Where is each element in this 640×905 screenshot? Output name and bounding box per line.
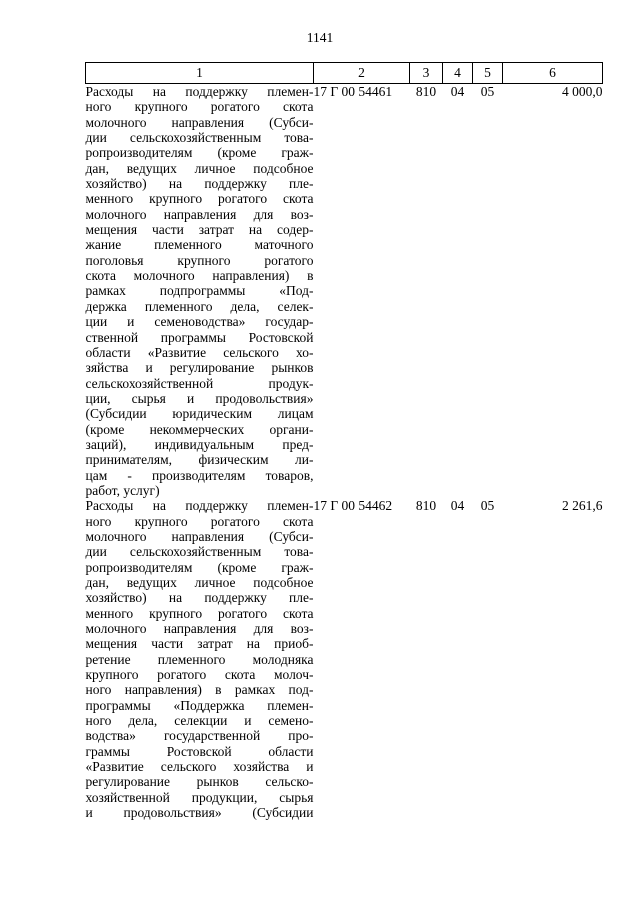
description-line: менного крупного рогатого скота: [85, 605, 314, 621]
column-header-6: 6: [503, 63, 603, 84]
description-line: водства» государственной про-: [85, 728, 314, 744]
row-col4: 04: [450, 498, 465, 514]
description-line: ции, сырья и продовольствия»: [85, 390, 314, 406]
description-line: принимателям, физическим ли-: [85, 452, 314, 468]
description-line: молочного направления (Субси-: [85, 114, 314, 130]
description-line: менного крупного рогатого скота: [85, 191, 314, 207]
row-col3: 810: [415, 84, 437, 99]
description-line: «Развитие сельского хозяйства и: [85, 759, 314, 775]
description-line: ропроизводителям (кроме граж-: [85, 145, 314, 161]
description-line: рамках подпрограммы «Под-: [85, 283, 314, 299]
description-line: программы «Поддержка племен-: [85, 697, 314, 713]
description-line: хозяйство) на поддержку пле-: [85, 590, 314, 606]
description-line: хозяйственной продукции, сырья: [85, 789, 314, 805]
description-line: Расходы на поддержку племен-: [85, 84, 314, 99]
table-row: [86, 84, 603, 499]
description-line: дии сельскохозяйственным това-: [85, 130, 314, 146]
column-header-3: 3: [410, 63, 443, 84]
description-line: цам - производителям товаров,: [85, 467, 314, 483]
description-line: молочного направления для воз-: [85, 206, 314, 222]
description-line: жание племенного маточного: [85, 237, 314, 253]
description-line: ного направления) в рамках под-: [85, 682, 314, 698]
description-line: ного крупного рогатого скота: [85, 99, 314, 115]
description-line: и продовольствия» (Субсидии: [85, 805, 314, 821]
description-line: граммы Ростовской области: [85, 743, 314, 759]
row-description: [86, 84, 314, 499]
description-line: молочного направления (Субси-: [85, 528, 314, 544]
description-line: хозяйство) на поддержку пле-: [85, 176, 314, 192]
description-line: держка племенного дела, селек-: [85, 298, 314, 314]
column-header-1: 1: [86, 63, 314, 84]
description-line: зяйства и регулирование рынков: [85, 360, 314, 376]
description-line: ного крупного рогатого скота: [85, 513, 314, 529]
description-line: мещения части затрат на приоб-: [85, 636, 314, 652]
description-line: работ, услуг): [85, 482, 160, 498]
description-line: дии сельскохозяйственным това-: [85, 544, 314, 560]
row-col3: 810: [415, 498, 437, 514]
page-number: 1141: [306, 30, 334, 45]
column-header-2: 2: [314, 63, 410, 84]
description-line: скота молочного направления) в: [85, 268, 314, 284]
description-line: ного дела, селекции и семено-: [85, 713, 314, 729]
description-line: дан, ведущих личное подсобное: [85, 575, 314, 590]
description-line: (кроме некоммерческих органи-: [85, 421, 314, 437]
row-col5: 05: [480, 84, 495, 99]
row-col5: 05: [480, 498, 495, 514]
row-amount: 2 261,6: [562, 498, 603, 514]
description-line: дан, ведущих личное подсобное: [85, 160, 314, 176]
row-amount: 4 000,0: [562, 84, 603, 99]
budget-table: [85, 62, 603, 821]
row-code: 17 Г 00 54461: [313, 84, 393, 99]
description-line: заций), индивидуальным пред-: [85, 436, 314, 452]
description-line: регулирование рынков сельско-: [85, 774, 314, 790]
column-header-5: 5: [473, 63, 503, 84]
row-col4: 04: [450, 84, 465, 99]
description-line: поголовья крупного рогатого: [85, 252, 314, 268]
description-line: области «Развитие сельского хо-: [85, 344, 314, 360]
column-header-4: 4: [443, 63, 473, 84]
row-code: 17 Г 00 54462: [313, 498, 393, 514]
description-line: ропроизводителям (кроме граж-: [85, 559, 314, 575]
description-line: молочного направления для воз-: [85, 621, 314, 637]
table-row: [86, 498, 603, 820]
table-header-row: [86, 63, 603, 84]
row-description: [86, 498, 314, 820]
description-line: крупного рогатого скота молоч-: [85, 667, 314, 683]
description-line: ретение племенного молодняка: [85, 651, 314, 667]
description-line: ции и семеноводства» государ-: [85, 314, 314, 330]
description-line: (Субсидии юридическим лицам: [85, 406, 314, 422]
description-line: Расходы на поддержку племен-: [85, 498, 314, 514]
description-line: ственной программы Ростовской: [85, 329, 314, 345]
description-line: мещения части затрат на содер-: [85, 222, 314, 238]
description-line: сельскохозяйственной продук-: [85, 375, 314, 391]
